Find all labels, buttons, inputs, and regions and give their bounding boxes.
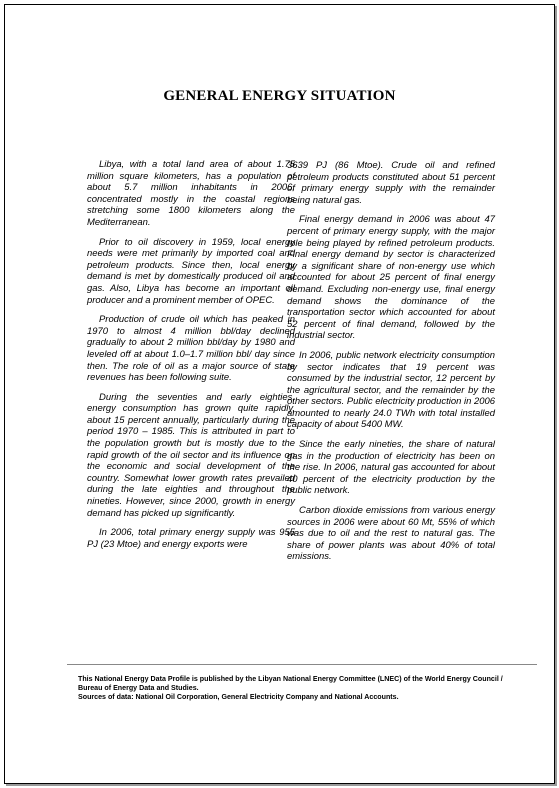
paragraph: 3639 PJ (86 Mtoe). Crude oil and refined petroleum products constituted about 51 percent of primary energy supply with the remainder being natural gas. — [287, 160, 495, 206]
right-column — [287, 160, 495, 571]
paragraph: In 2006, total primary energy supply was 955 PJ (23 Mtoe) and energy exports were — [87, 527, 295, 550]
paragraph: During the seventies and early eighties, energy consumption has grown quite rapidly, about 15 percent annually, particularly during the period 1970 – 1985. This is attributed in part to the population growth but is mostly due to the rapid growth of the oil sector and its influence on the economic and social development of the country. Somewhat lower growth rates prevailed during the late eighties and throughout the nineties. However, since 2000, growth in energy demand has picked up significantly. — [87, 391, 295, 519]
data-sources: Sources of data: National Oil Corporation, General Electricity Company and National Accounts. — [78, 693, 399, 702]
footer-divider — [67, 664, 537, 665]
paragraph: In 2006, public network electricity consumption by sector indicates that 19 percent was consumed by the industrial sector, 12 percent by the agricultural sector, and the remainder by the other sectors. Public electricity production in 2006 amounted to nearly 24.0 TWh with total installed capacity of about 5400 MW. — [287, 349, 495, 431]
left-column — [87, 159, 295, 558]
paragraph: Since the early nineties, the share of natural gas in the production of electricity has been on the rise. In 2006, natural gas accounted for about 40 percent of the electricity production by the public network. — [287, 439, 495, 497]
page-title: GENERAL ENERGY SITUATION — [163, 88, 396, 104]
paragraph: Libya, with a total land area of about 1.75 million square kilometers, has a population of about 5.7 million inhabitants in 2006, concentrated mostly in the coastal regions stretching some 1800 kilometers along the Mediterranean. — [87, 159, 295, 228]
paragraph: Final energy demand in 2006 was about 47 percent of primary energy supply, with the major role being played by refined petroleum products. Final energy demand by sector is characterized by a significant share of non-energy use which accounted for about 25 percent of final energy demand. Excluding non-energy use, final energy demand shows the dominance of the transportation sector which accounted for about 52 percent of final demand, followed by the industrial sector. — [287, 214, 495, 342]
paragraph: Production of crude oil which has peaked in 1970 to almost 4 million bbl/day declined gradually to about 2 million bbl/day by 1980 and leveled off at about 1.0–1.7 million bbl/ day since then. The role of oil as a major source of state revenues has been following suite. — [87, 314, 295, 384]
footer — [78, 675, 518, 703]
paragraph: Carbon dioxide emissions from various energy sources in 2006 were about 60 Mt, 55% of which was due to oil and the rest to natural gas. The share of power plants was about 40% of total emissions. — [287, 505, 495, 563]
publisher-note: This National Energy Data Profile is published by the Libyan National Energy Committee (LNEC) of the World Energy Council / Bureau of Energy Data and Studies. — [78, 675, 503, 693]
paragraph: Prior to oil discovery in 1959, local energy needs were met primarily by imported coal and petroleum products. Since then, local energy demand is met by domestically produced oil and gas. Also, Libya has become an important oil producer and a prominent member of OPEC. — [87, 236, 295, 306]
